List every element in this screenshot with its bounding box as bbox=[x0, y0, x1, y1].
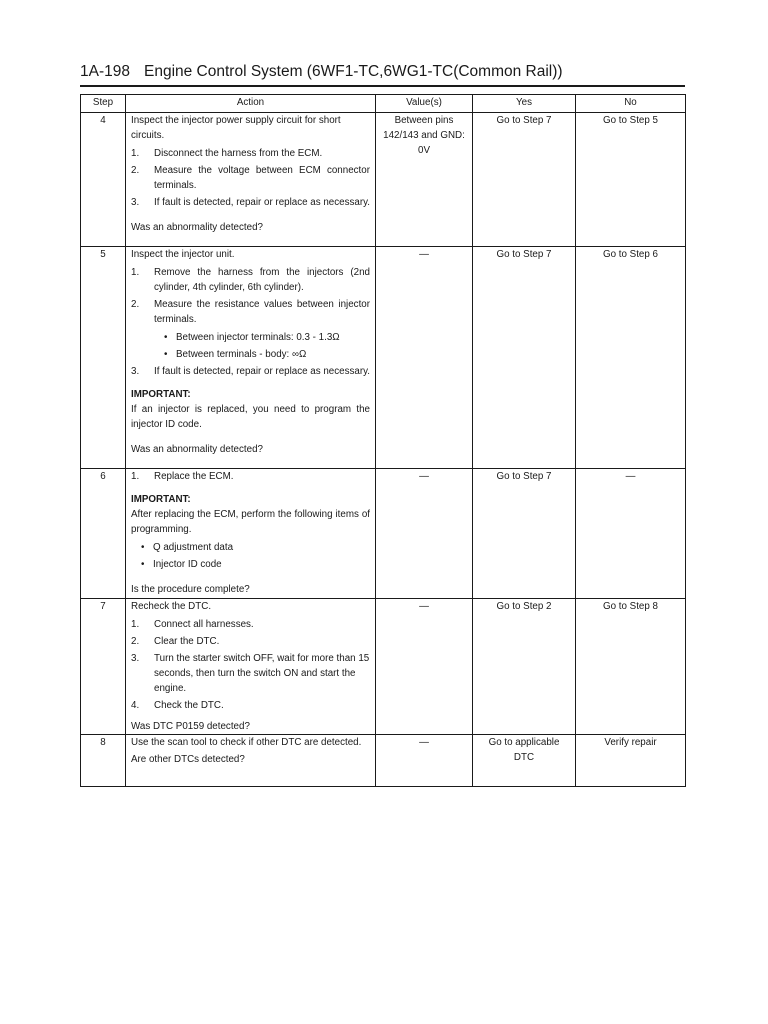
action-intro: Inspect the injector power supply circuit for short circuits. bbox=[131, 115, 341, 141]
action-list bbox=[131, 364, 370, 379]
action-cell bbox=[126, 247, 376, 469]
yes-cell: Go to applicable DTC bbox=[473, 735, 576, 787]
action-question: Was DTC P0159 detected? bbox=[131, 721, 250, 732]
action-question: Was an abnormality detected? bbox=[131, 222, 263, 233]
bullet-icon: • bbox=[141, 542, 145, 553]
yes-cell: Go to Step 7 bbox=[473, 113, 576, 247]
values-cell: — bbox=[376, 247, 473, 469]
action-cell bbox=[126, 469, 376, 599]
list-item: 3. Turn the starter switch OFF, wait for more than 15 seconds, then turn the switch ON and start the engine. bbox=[131, 653, 370, 694]
important-text: After replacing the ECM, perform the following items of programming. bbox=[131, 509, 370, 535]
bullet-icon: • bbox=[164, 349, 168, 360]
diagnostic-table bbox=[80, 94, 686, 787]
table-row-step-4 bbox=[81, 113, 686, 247]
list-item: 1. Remove the harness from the injectors (2nd cylinder, 4th cylinder, 6th cylinder). bbox=[131, 267, 370, 293]
values-cell: — bbox=[376, 599, 473, 735]
bullet-icon: • bbox=[164, 332, 168, 343]
list-item: 2. Measure the voltage between ECM connector terminals. bbox=[131, 165, 370, 191]
action-list bbox=[131, 146, 370, 210]
column-header-values: Value(s) bbox=[376, 95, 473, 113]
column-header-no: No bbox=[576, 95, 686, 113]
list-item: 2. Clear the DTC. bbox=[131, 636, 220, 647]
step-number: 4 bbox=[81, 113, 126, 247]
yes-cell: Go to Step 7 bbox=[473, 247, 576, 469]
action-list bbox=[131, 265, 370, 327]
list-item: • Between terminals - body: ∞Ω bbox=[164, 349, 307, 360]
table-row-step-5 bbox=[81, 247, 686, 469]
action-cell bbox=[126, 599, 376, 735]
no-cell: Go to Step 5 bbox=[576, 113, 686, 247]
list-item: 4. Check the DTC. bbox=[131, 700, 224, 711]
action-question: Was an abnormality detected? bbox=[131, 444, 263, 455]
important-label: IMPORTANT: bbox=[131, 494, 191, 505]
step-number: 6 bbox=[81, 469, 126, 599]
action-list bbox=[131, 469, 370, 484]
action-cell bbox=[126, 113, 376, 247]
step-number: 7 bbox=[81, 599, 126, 735]
column-header-yes: Yes bbox=[473, 95, 576, 113]
no-cell: Go to Step 6 bbox=[576, 247, 686, 469]
page-number: 1A-198 bbox=[80, 63, 130, 80]
list-item: 1. Disconnect the harness from the ECM. bbox=[131, 148, 323, 159]
list-item: • Q adjustment data bbox=[141, 542, 234, 553]
action-question: Is the procedure complete? bbox=[131, 584, 250, 595]
important-label: IMPORTANT: bbox=[131, 389, 191, 400]
column-header-action: Action bbox=[126, 95, 376, 113]
step-number: 8 bbox=[81, 735, 126, 787]
list-item: 1. Replace the ECM. bbox=[131, 471, 234, 482]
action-intro: Inspect the injector unit. bbox=[131, 249, 235, 260]
programming-bullets bbox=[131, 540, 370, 572]
action-cell bbox=[126, 735, 376, 787]
important-text: If an injector is replaced, you need to program the injector ID code. bbox=[131, 404, 370, 430]
step-number: 5 bbox=[81, 247, 126, 469]
action-intro: Use the scan tool to check if other DTC are detected. bbox=[131, 737, 362, 748]
list-item: • Between injector terminals: 0.3 - 1.3Ω bbox=[164, 332, 340, 343]
table-row-step-7 bbox=[81, 599, 686, 735]
page-header bbox=[80, 62, 685, 82]
yes-cell: Go to Step 7 bbox=[473, 469, 576, 599]
list-item: 2. Measure the resistance values between injector terminals. bbox=[131, 299, 370, 325]
header-rule bbox=[80, 85, 685, 87]
no-cell: — bbox=[576, 469, 686, 599]
list-item: 3. If fault is detected, repair or replace as necessary. bbox=[131, 197, 371, 208]
table-row-step-6 bbox=[81, 469, 686, 599]
column-header-step: Step bbox=[81, 95, 126, 113]
page-title: Engine Control System (6WF1-TC,6WG1-TC(Common Rail)) bbox=[143, 63, 563, 80]
values-cell: — bbox=[376, 469, 473, 599]
no-cell: Verify repair bbox=[576, 735, 686, 787]
values-cell: Between pins 142/143 and GND: 0V bbox=[376, 113, 473, 247]
action-question: Are other DTCs detected? bbox=[131, 754, 245, 765]
bullet-icon: • bbox=[141, 559, 145, 570]
table-header-row bbox=[81, 95, 686, 113]
values-cell: — bbox=[376, 735, 473, 787]
list-item: 3. If fault is detected, repair or replace as necessary. bbox=[131, 366, 371, 377]
table-row-step-8 bbox=[81, 735, 686, 787]
resistance-bullets bbox=[131, 330, 370, 362]
list-item: 1. Connect all harnesses. bbox=[131, 619, 254, 630]
yes-cell: Go to Step 2 bbox=[473, 599, 576, 735]
list-item: • Injector ID code bbox=[141, 559, 222, 570]
action-intro: Recheck the DTC. bbox=[131, 601, 212, 612]
no-cell: Go to Step 8 bbox=[576, 599, 686, 735]
action-list bbox=[131, 617, 370, 713]
